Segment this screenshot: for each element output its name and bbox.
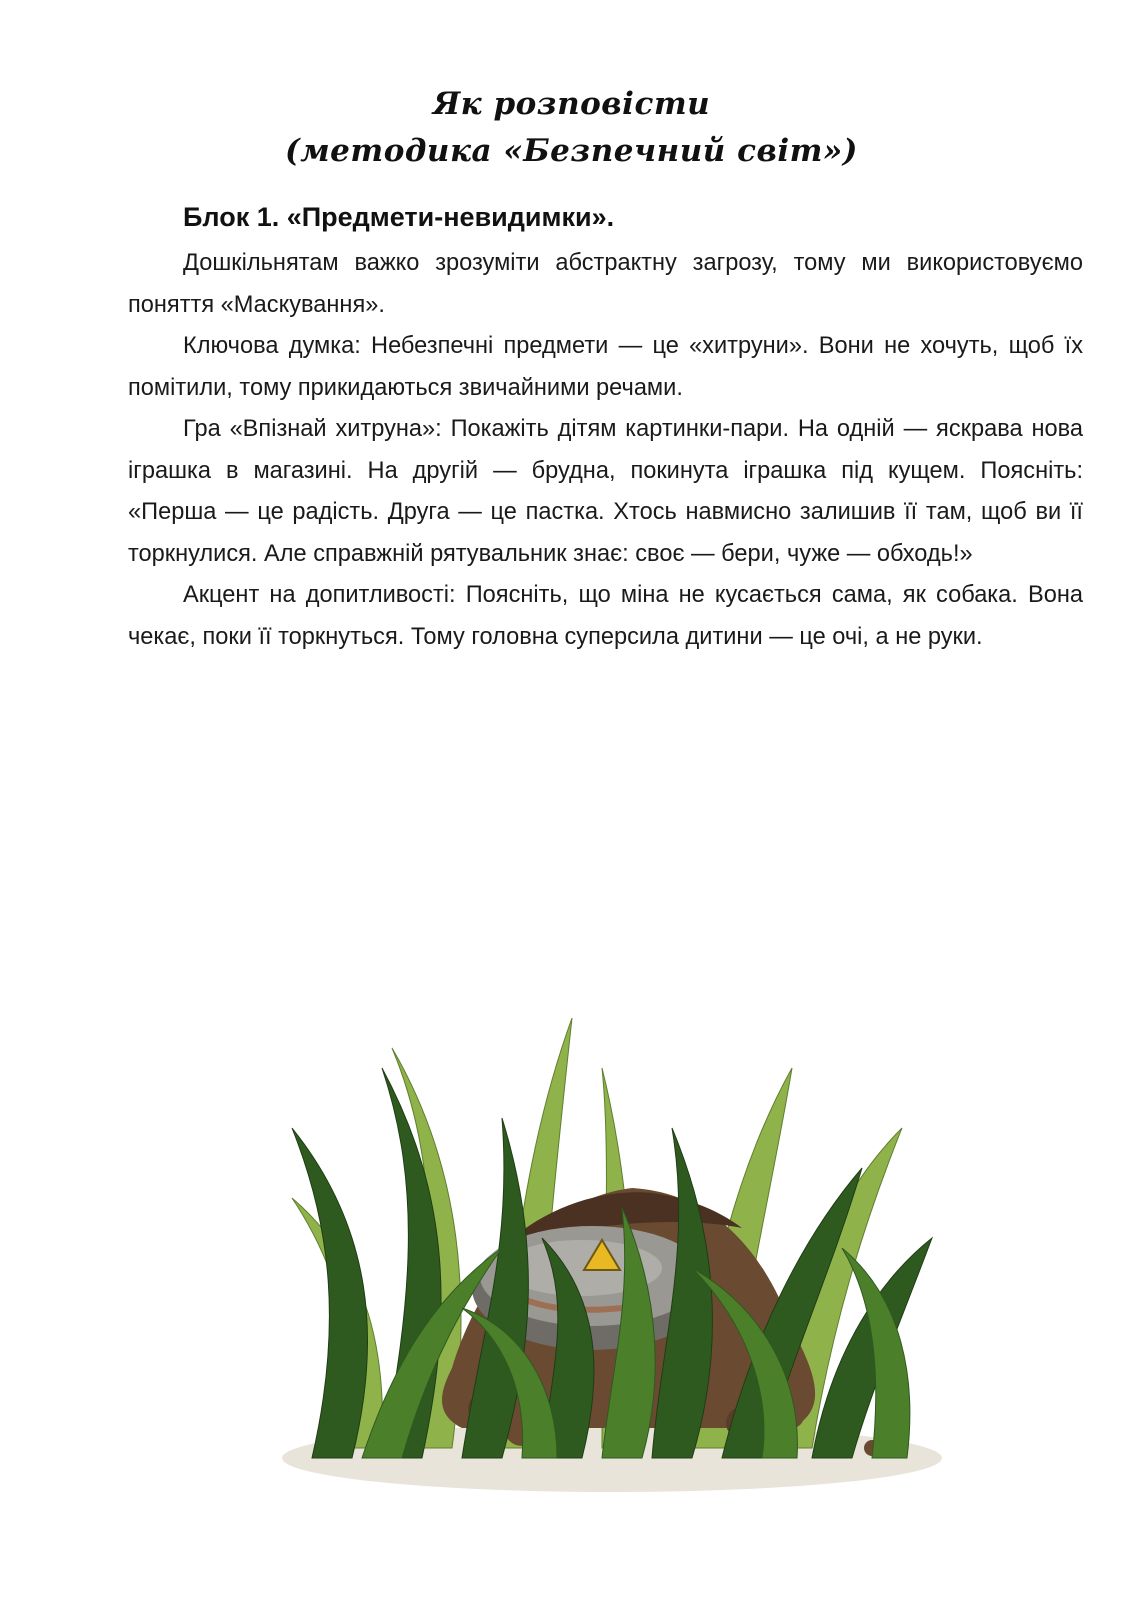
mine-in-grass-illustration — [272, 868, 952, 1508]
title-line-2: (методика «Безпечний світ») — [285, 133, 858, 169]
paragraph-game: Гра «Впізнай хитруна»: Покажіть дітям картинки-пари. На одній — яскрава нова іграшка в магазині. На другій — брудна, покинута іграшка під кущем. Поясніть: «Перша — це радість. Друга — це пастка. Хтось навмисно залишив її там, щоб ви її торкнулися. Але справжній рятувальник знає: своє — бери, чуже — обходь!» — [128, 416, 1083, 567]
block-heading: Блок 1. «Предмети-невидимки». — [183, 202, 615, 232]
paragraph-key-idea: Ключова думка: Небезпечні предмети — це «хитруни». Вони не хочуть, щоб їх помітили, тому прикидаються звичайними речами. — [128, 333, 1083, 401]
paragraph-curiosity: Акцент на допитливості: Поясніть, що міна не кусається сама, як собака. Вона чекає, поки її торкнуться. Тому головна суперсила дитини — це очі, а не руки. — [128, 582, 1083, 650]
body-text — [128, 243, 1083, 658]
title-line-1: Як розповісти — [432, 86, 711, 122]
paragraph-intro: Дошкільнятам важко зрозуміти абстрактну загрозу, тому ми використовуємо поняття «Маскування». — [128, 250, 1083, 318]
